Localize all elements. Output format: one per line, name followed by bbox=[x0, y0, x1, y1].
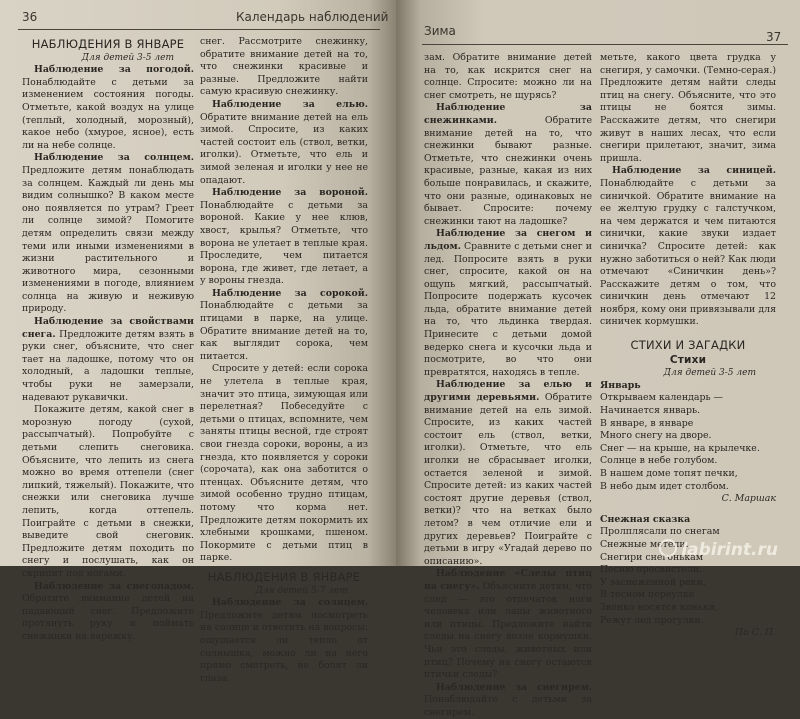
watermark bbox=[659, 539, 778, 560]
poem-line: Режут лед прогулки. bbox=[600, 614, 704, 626]
paragraph-text: Обратите внимание детей на падающий снег. Предложите протянуть руку и поймать снежинки на варежку. bbox=[22, 593, 194, 642]
running-header-right: Зима bbox=[424, 24, 456, 38]
paragraph bbox=[22, 316, 194, 404]
page-number-right: 37 bbox=[766, 30, 782, 44]
poem-line: Песню просвистели. bbox=[600, 564, 703, 576]
paragraph-text: Предложите детям посмотреть на солнце и ответить на вопросы: ощущается ли тепло от солнышка, можно ли на него прямо смотреть, не болят ли глаза. bbox=[200, 609, 368, 684]
header-rule-left bbox=[18, 29, 380, 30]
paragraph-lead: Наблюдение за елью и другими деревьями. bbox=[424, 379, 592, 404]
running-header-left: Календарь наблюдений bbox=[236, 10, 389, 24]
left-page bbox=[0, 0, 396, 684]
paragraph-text: Понаблюдайте с детьми за изменением состояния погоды. Отметьте, какой воздух на улице (теплый, холодный, морозный), какое небо (хмурое, ясное), есть ли на небе солнце. bbox=[22, 76, 194, 151]
poem-line: В нашем доме топят печки, bbox=[600, 468, 738, 479]
paragraph bbox=[200, 288, 368, 364]
poem-author: По С. П. bbox=[734, 627, 776, 639]
paragraph-lead: Наблюдение за солнцем. bbox=[212, 597, 368, 609]
age-label: Для детей 5-7 лет bbox=[255, 585, 348, 596]
paragraph bbox=[200, 597, 368, 685]
paragraph-lead: Наблюдение за вороной. bbox=[212, 187, 368, 199]
paragraph: Спросите у детей: если сорока не улетела в теплые края, значит это птица, зимующая или перелетная? Побеседуйте с детьми о птицах, вспомните, чем заняты птицы весной, где строят свои гнезда сороки, вороны, а из гнезда, кто появляется у сороки (сорочата), как она заботится о птенцах. Объясните детям, что зимой особенно трудно птицам, потому что корма нет. Предложите детям покормить их хлебными крошками, пшеном. Покормите с детьми птиц в парке. bbox=[200, 363, 368, 564]
poem-line: Пролплясали по снегам bbox=[600, 526, 720, 538]
paragraph bbox=[424, 568, 592, 681]
paragraph: метьте, какого цвета грудка у снегиря, у самочки. (Темно-серая.) Предложите детям найти следы птиц на снегу. Объясните, что это птицы не боятся зимы. Расскажите детям, что снегири живут в наших лесах, что если снегири прилетают, значит, зима пришла. bbox=[600, 52, 776, 164]
paragraph bbox=[200, 187, 368, 288]
section-title: НАБЛЮДЕНИЯ В ЯНВАРЕ bbox=[207, 569, 361, 584]
paragraph-lead: Наблюдение за елью. bbox=[212, 98, 368, 110]
globe-icon bbox=[659, 539, 677, 557]
section-title: НАБЛЮДЕНИЯ В ЯНВАРЕ bbox=[31, 37, 185, 51]
paragraph-text: Предложите детям понаблюдать за солнцем. Каждый ли день мы видим солнышко? В каком месте оно появляется по утрам? Греет ли солнце зимой? Помогите детям определить связи между теми или иными изменениями в жизни растительного и животного мира, сезонными изменениями в погоде, влиянием солнца на живую и неживую природу. bbox=[22, 164, 194, 315]
left-column-1 bbox=[22, 36, 195, 642]
paragraph bbox=[424, 102, 592, 228]
paragraph: зам. Обратите внимание детей на то, как искрится снег на солнце. Спросите: можно ли на снег смотреть, не щурясь? bbox=[424, 52, 592, 101]
paragraph-text: Понаблюдайте с детьми за снегирем. bbox=[424, 694, 592, 718]
paragraph-lead: Наблюдение за снегопадом. bbox=[34, 580, 194, 592]
poem-january bbox=[600, 392, 776, 493]
poem-line: Снежные метели. bbox=[600, 538, 689, 550]
paragraph bbox=[600, 165, 776, 329]
poem-title: Январь bbox=[600, 379, 641, 391]
paragraph bbox=[200, 99, 368, 187]
right-column-2 bbox=[600, 52, 776, 639]
poem-line: Открываем календарь — bbox=[600, 392, 723, 404]
paragraph bbox=[22, 152, 194, 316]
right-column-1 bbox=[424, 52, 593, 718]
paragraph-lead: Наблюдение за снегирем. bbox=[436, 681, 592, 693]
age-label: Для детей 3-5 лет bbox=[81, 52, 174, 63]
paragraph-text: Понаблюдайте с детьми за вороной. Какие у нее клюв, хвост, крылья? Отметьте, что ворона не улетает в теплые края. Проследите, чем питается ворона, где живет, где летает, а у вороны гнезда. bbox=[200, 199, 368, 287]
paragraph-text: Обратите внимание детей на то, что снежинки бывают разные. Отметьте, что снежинки очень красивые, разные, какая из них больше понравилась, и скажите, что они разные, одинаковых не бывает. Спросите: почему снежинки тают на ладошке? bbox=[424, 114, 592, 227]
poem-line: Много снегу на дворе. bbox=[600, 430, 712, 442]
paragraph bbox=[424, 379, 592, 568]
poem-line: В январе, в январе bbox=[600, 417, 694, 429]
left-column-2 bbox=[200, 36, 368, 684]
paragraph-lead: Наблюдение за солнцем. bbox=[34, 152, 194, 164]
paragraph-lead: Наблюдение «Следы птиц на снегу». bbox=[424, 568, 592, 592]
poem-line: В тесном переулке bbox=[600, 589, 695, 601]
paragraph-text: Понаблюдайте с детьми за птицами в парке, на улице. Обратите внимание детей на то, как выглядит сорока, чем питается. bbox=[200, 300, 368, 362]
paragraph-text: Понаблюдайте с детьми за синичкой. Обратите внимание на ее желтую грудку с галстучком, на чем держатся и чем питаются синички, какие звуки издает синичка? Спросите детей: как нужно заботиться о ней? Как люди отмечают «Синичкин день»? Расскажите детям о том, что синичкин день отмечают 12 ноября, кому они привязывали для синичек кормушки. bbox=[600, 177, 776, 328]
paragraph-lead: Наблюдение за свойствами снега. bbox=[22, 316, 194, 340]
paragraph-lead: Наблюдение за снегом и льдом. bbox=[424, 228, 592, 252]
poem-author: С. Маршак bbox=[721, 493, 776, 505]
poem-title: Снежная сказка bbox=[600, 513, 691, 525]
paragraph-text: Обратите внимание детей на ель зимой. Спросите, из каких частей состоит ель (ствол, ветки, иголки). Отметьте, что ель иголки не сбрасывает иголки, остается зеленой и зимой. Спросите детей: из каких частей состоят другие деревья (ствол, ветки)? что на ветках было летом? в чем отличие ели и других деревьев? Поиграйте с детьми в игру «Угадай дерево по описанию». bbox=[424, 392, 592, 567]
paragraph-text: Объясните детям, что след — это отпечаток ноги человека или лапы животного или птицы. Предложите найти следы на снегу возле кормушки. Чьи это следы, животных или птиц? Почему на снегу остаются птичьи следы? bbox=[424, 580, 593, 681]
age-label: Для детей 3-5 лет bbox=[663, 368, 756, 379]
section-subtitle: Стихи bbox=[669, 353, 707, 366]
paragraph-lead: Наблюдение за синицей. bbox=[612, 165, 776, 177]
watermark-text: labirint.ru bbox=[681, 540, 778, 560]
poem-line: Начинается январь. bbox=[600, 405, 701, 417]
paragraph bbox=[22, 581, 194, 644]
paragraph-lead: Наблюдение за погодой. bbox=[34, 64, 194, 76]
paragraph bbox=[424, 682, 592, 719]
paragraph: Покажите детям, какой снег в морозную погоду (сухой, рассыпчатый). Попробуйте с детьми слепить снеговика. Объясните, что лепить из снега можно во время оттепели (снег липкий, тяжелый). Покажите, что снежки или снеговика лучше лепить, когда оттепель. Поиграйте с детьми в снежки, выведите свой снеговик. Предложите детям походить по снегу и послушать, как он скрипит под ногами. bbox=[22, 404, 194, 579]
paragraph-text: Сравните с детьми снег и лед. Попросите взять в руки снег, спросите, какой он на ощупь мягкий, рассыпчатый. Попросите подержать кусочек льда, обратите внимание детей на то, что льдинка твердая. Принесите с детьми домой ведерко снега и кусочки льда и посмотрите, во что они превратятся, находясь в тепле. bbox=[424, 240, 592, 378]
poem-line: Снегири снегонькам bbox=[600, 551, 704, 563]
header-rule-right bbox=[422, 44, 788, 45]
paragraph: снег. Рассмотрите снежинку, обратите внимание детей на то, что снежинки красивые и разные. Предложите найти самую красивую снежинку. bbox=[200, 36, 368, 98]
poem-line: В небо дым идет столбом. bbox=[600, 480, 729, 492]
paragraph-lead: Наблюдение за сорокой. bbox=[212, 287, 368, 299]
paragraph-text: Предложите детям взять в руки снег, объясните, что снег тает на ладошке, потому что он холодный, а ладошки теплые, чтобы руки не замерзали, надевают рукавички. bbox=[22, 328, 195, 403]
right-page bbox=[396, 0, 800, 718]
poem-line: Солнце в небе голубом. bbox=[600, 455, 718, 467]
paragraph-lead: Наблюдение за снежинками. bbox=[424, 102, 592, 126]
poem-line: Снег — на крыше, на крылечке. bbox=[600, 442, 760, 454]
paragraph bbox=[22, 64, 194, 152]
page-number-left: 36 bbox=[22, 10, 38, 24]
section-title: СТИХИ И ЗАГАДКИ bbox=[630, 338, 746, 353]
paragraph bbox=[424, 228, 592, 379]
paragraph-text: Обратите внимание детей на ель зимой. Спросите, из каких частей состоит ель (ствол, ветки, иголки). Отметьте, что ель и зимой зеленая и иголки у нее не опадают. bbox=[200, 111, 368, 186]
poem-line: У заснеженной реки, bbox=[600, 576, 706, 588]
poem-line: Звонко носятся коньки, bbox=[600, 601, 718, 613]
